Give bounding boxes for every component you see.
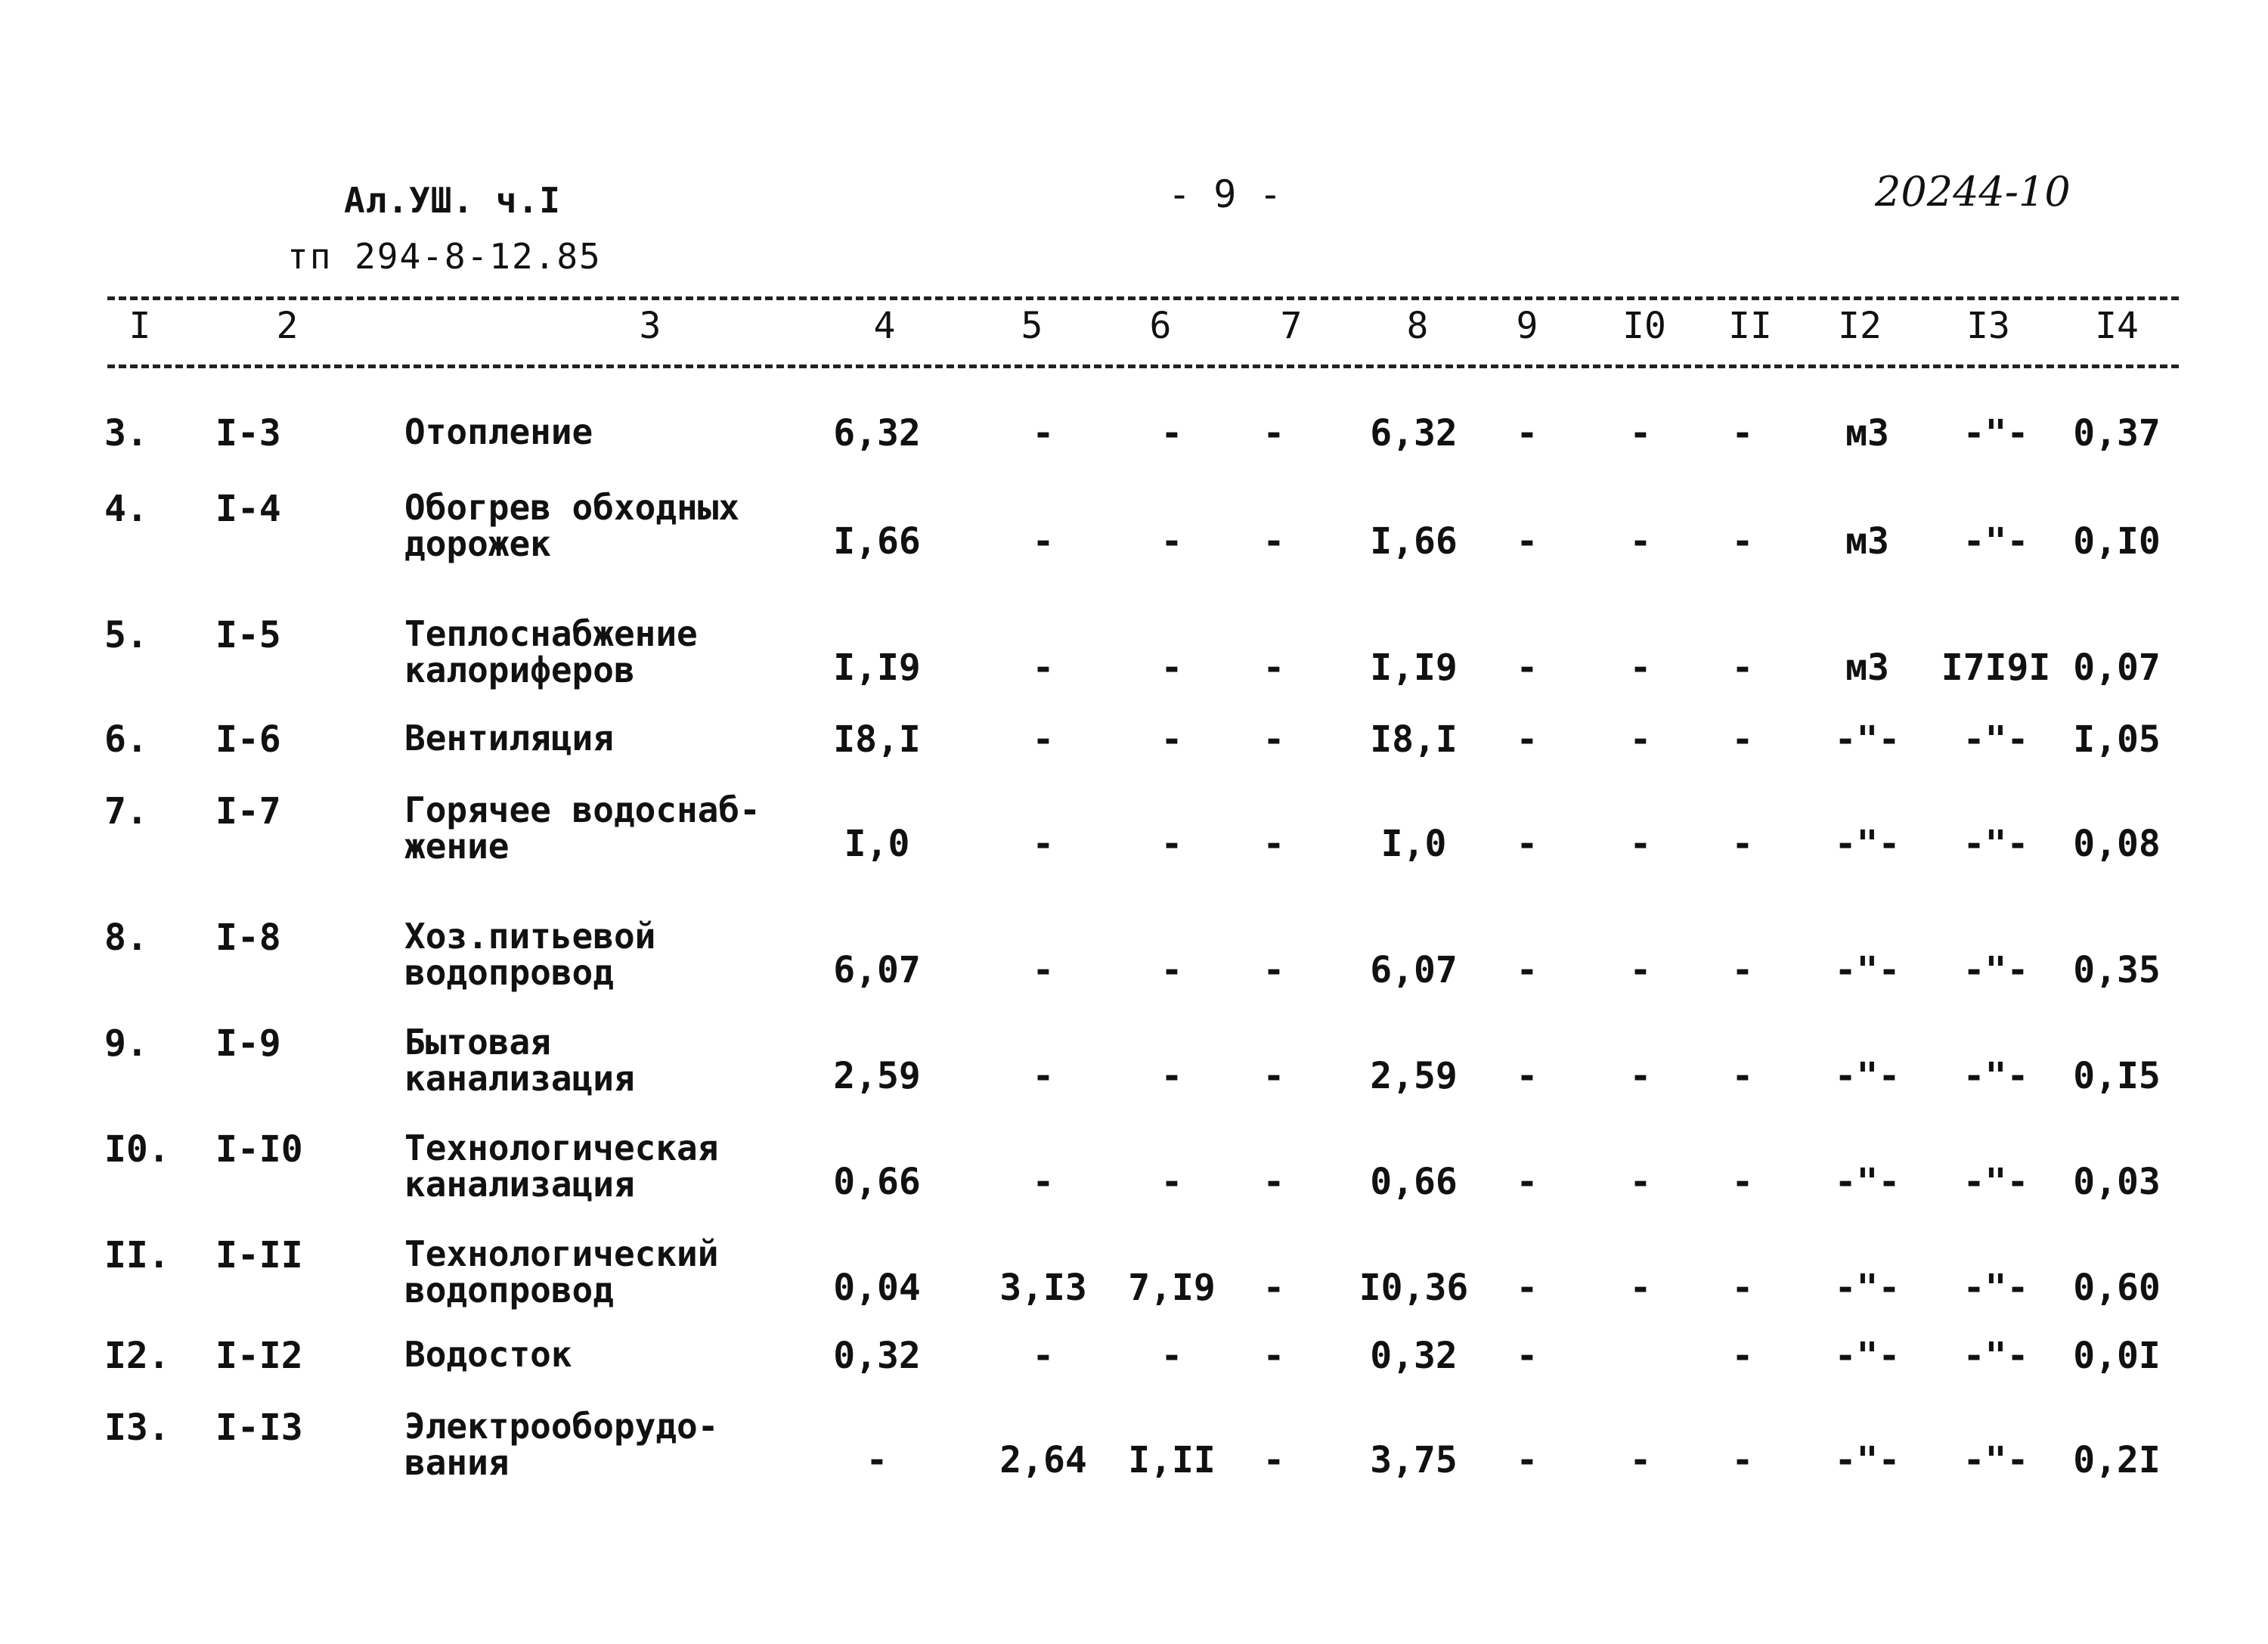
column-header: 6 — [1149, 305, 1172, 347]
row-value-c6: I,II — [1128, 1439, 1216, 1481]
row-value-c6: - — [1160, 412, 1183, 454]
row-value-c11: - — [1731, 1055, 1754, 1097]
row-value-c12: м3 — [1845, 647, 1889, 689]
row-value-c8: 3,75 — [1370, 1439, 1458, 1481]
row-number: 8. — [104, 917, 148, 959]
row-code: I-I0 — [215, 1128, 303, 1171]
column-header: 2 — [276, 305, 299, 347]
row-number: 3. — [104, 412, 148, 454]
row-value-c13: -"- — [1963, 1267, 2029, 1309]
row-value-c14: 0,03 — [2073, 1161, 2161, 1203]
row-value-c11: - — [1731, 647, 1754, 689]
row-code: I-3 — [215, 412, 281, 454]
row-value-c13: -"- — [1963, 718, 2029, 761]
row-value-c9: - — [1516, 949, 1538, 991]
row-value-c8: 0,66 — [1370, 1161, 1458, 1203]
row-value-c13: -"- — [1963, 823, 2029, 865]
row-value-c5: - — [1032, 1055, 1055, 1097]
row-value-c5: 2,64 — [999, 1439, 1087, 1481]
row-value-c13: -"- — [1963, 1439, 2029, 1481]
row-value-c7: - — [1263, 949, 1285, 991]
row-value-c11: - — [1731, 1161, 1754, 1203]
row-number: 7. — [104, 790, 148, 833]
row-value-c5: - — [1032, 949, 1055, 991]
row-value-c6: - — [1160, 823, 1183, 865]
column-header: I0 — [1622, 305, 1666, 347]
row-value-c14: I,05 — [2073, 718, 2161, 761]
table-header-rule — [107, 364, 2179, 368]
row-value-c5: - — [1032, 1335, 1055, 1377]
row-code: I-6 — [215, 718, 281, 761]
row-value-c7: - — [1263, 1439, 1285, 1481]
row-value-c6: - — [1160, 647, 1183, 689]
column-header: 9 — [1516, 305, 1538, 347]
row-code: I-II — [215, 1234, 303, 1276]
row-value-c10: - — [1629, 1439, 1652, 1481]
row-value-c10: - — [1629, 718, 1652, 761]
row-description: Электрооборудо- вания — [404, 1406, 719, 1483]
row-number: I3. — [104, 1407, 170, 1449]
row-value-c4: 6,32 — [833, 412, 921, 454]
row-value-c8: I,66 — [1370, 520, 1458, 563]
table-top-rule — [107, 296, 2179, 300]
row-value-c6: - — [1160, 718, 1183, 761]
row-value-c10: - — [1629, 823, 1652, 865]
row-value-c9: - — [1516, 1055, 1538, 1097]
row-value-c7: - — [1263, 1161, 1285, 1203]
project-number: тп 294-8-12.85 — [287, 236, 602, 277]
row-value-c9: - — [1516, 520, 1538, 563]
row-description: Теплоснабжение калориферов — [404, 613, 698, 690]
row-value-c4: 0,66 — [833, 1161, 921, 1203]
row-number: II. — [104, 1234, 170, 1276]
row-value-c11: - — [1731, 1439, 1754, 1481]
row-value-c8: I,I9 — [1370, 647, 1458, 689]
row-value-c6: - — [1160, 520, 1183, 563]
row-value-c4: I,0 — [844, 823, 910, 865]
row-value-c9: - — [1516, 412, 1538, 454]
column-header: I4 — [2095, 305, 2139, 347]
row-value-c7: - — [1263, 1055, 1285, 1097]
row-value-c9: - — [1516, 647, 1538, 689]
row-number: 9. — [104, 1022, 148, 1065]
row-value-c8: I,0 — [1380, 823, 1447, 865]
row-value-c9: - — [1516, 1267, 1538, 1309]
column-header: I2 — [1838, 305, 1882, 347]
column-header: 3 — [639, 305, 662, 347]
row-value-c6: - — [1160, 1055, 1183, 1097]
row-value-c13: I7I9I — [1941, 647, 2051, 689]
row-description: Горячее водоснаб- жение — [404, 789, 761, 867]
row-value-c12: м3 — [1845, 412, 1889, 454]
row-value-c9: - — [1516, 718, 1538, 761]
row-description: Обогрев обходных дорожек — [404, 487, 740, 564]
row-value-c13: -"- — [1963, 1161, 2029, 1203]
row-value-c13: -"- — [1963, 1335, 2029, 1377]
row-value-c9: - — [1516, 1335, 1538, 1377]
row-value-c12: -"- — [1834, 823, 1901, 865]
row-description: Хоз.питьевой водопровод — [404, 916, 656, 993]
row-value-c14: 0,35 — [2073, 949, 2161, 991]
row-value-c10: - — [1629, 1267, 1652, 1309]
row-number: 4. — [104, 488, 148, 530]
row-value-c12: -"- — [1834, 949, 1901, 991]
row-value-c8: 6,32 — [1370, 412, 1458, 454]
row-number: I2. — [104, 1335, 170, 1377]
row-value-c7: - — [1263, 718, 1285, 761]
row-value-c12: -"- — [1834, 1267, 1901, 1309]
row-value-c11: - — [1731, 823, 1754, 865]
row-value-c14: 0,60 — [2073, 1267, 2161, 1309]
row-value-c10: - — [1629, 520, 1652, 563]
row-value-c8: I0,36 — [1359, 1267, 1469, 1309]
column-header: 5 — [1021, 305, 1043, 347]
row-value-c11: - — [1731, 718, 1754, 761]
row-value-c8: I8,I — [1370, 718, 1458, 761]
row-description: Технологический водопровод — [404, 1233, 719, 1311]
row-value-c4: I,66 — [833, 520, 921, 563]
row-value-c5: 3,I3 — [999, 1267, 1087, 1309]
row-value-c9: - — [1516, 823, 1538, 865]
row-value-c4: - — [866, 1439, 888, 1481]
row-value-c14: 0,I5 — [2073, 1055, 2161, 1097]
row-value-c14: 0,37 — [2073, 412, 2161, 454]
row-value-c14: 0,07 — [2073, 647, 2161, 689]
row-value-c12: -"- — [1834, 1439, 1901, 1481]
row-value-c9: - — [1516, 1161, 1538, 1203]
row-value-c10: - — [1629, 1055, 1652, 1097]
row-value-c8: 0,32 — [1370, 1335, 1458, 1377]
row-description: Бытовая канализация — [404, 1022, 635, 1099]
album-reference: Ал.УШ. ч.I — [344, 180, 561, 221]
row-code: I-7 — [215, 790, 281, 833]
row-value-c5: - — [1032, 718, 1055, 761]
row-value-c7: - — [1263, 1335, 1285, 1377]
row-value-c10: - — [1629, 647, 1652, 689]
row-value-c14: 0,I0 — [2073, 520, 2161, 563]
row-value-c8: 2,59 — [1370, 1055, 1458, 1097]
row-value-c12: -"- — [1834, 1335, 1901, 1377]
row-value-c10: - — [1629, 949, 1652, 991]
row-value-c11: - — [1731, 1267, 1754, 1309]
row-description: Отопление — [404, 411, 593, 452]
row-value-c13: -"- — [1963, 520, 2029, 563]
row-value-c10: - — [1629, 1161, 1652, 1203]
row-value-c6: - — [1160, 1335, 1183, 1377]
row-value-c5: - — [1032, 823, 1055, 865]
row-value-c6: - — [1160, 949, 1183, 991]
row-code: I-4 — [215, 488, 281, 530]
row-value-c8: 6,07 — [1370, 949, 1458, 991]
row-code: I-9 — [215, 1022, 281, 1065]
row-value-c5: - — [1032, 1161, 1055, 1203]
row-value-c11: - — [1731, 949, 1754, 991]
row-code: I-5 — [215, 614, 281, 656]
row-number: 5. — [104, 614, 148, 656]
column-header: I3 — [1966, 305, 2010, 347]
row-value-c7: - — [1263, 823, 1285, 865]
row-value-c5: - — [1032, 647, 1055, 689]
row-value-c4: 0,04 — [833, 1267, 921, 1309]
column-header: 7 — [1280, 305, 1303, 347]
row-value-c4: 6,07 — [833, 949, 921, 991]
row-value-c9: - — [1516, 1439, 1538, 1481]
row-number: I0. — [104, 1128, 170, 1171]
row-value-c7: - — [1263, 412, 1285, 454]
row-value-c7: - — [1263, 647, 1285, 689]
row-description: Технологическая канализация — [404, 1128, 719, 1205]
row-description: Вентиляция — [404, 718, 614, 758]
row-value-c5: - — [1032, 520, 1055, 563]
row-code: I-8 — [215, 917, 281, 959]
row-value-c14: 0,0I — [2073, 1335, 2161, 1377]
page-number: - 9 - — [1168, 172, 1282, 216]
row-value-c12: м3 — [1845, 520, 1889, 563]
row-value-c12: -"- — [1834, 1055, 1901, 1097]
row-value-c14: 0,2I — [2073, 1439, 2161, 1481]
document-code: 20244-10 — [1875, 168, 2071, 216]
row-value-c6: - — [1160, 1161, 1183, 1203]
row-value-c12: -"- — [1834, 1161, 1901, 1203]
row-value-c10: - — [1629, 412, 1652, 454]
row-code: I-I2 — [215, 1335, 303, 1377]
row-value-c11: - — [1731, 1335, 1754, 1377]
row-number: 6. — [104, 718, 148, 761]
row-value-c7: - — [1263, 520, 1285, 563]
row-value-c12: -"- — [1834, 718, 1901, 761]
row-description: Водосток — [404, 1334, 572, 1375]
row-value-c14: 0,08 — [2073, 823, 2161, 865]
row-value-c13: -"- — [1963, 412, 2029, 454]
row-value-c13: -"- — [1963, 1055, 2029, 1097]
row-value-c11: - — [1731, 412, 1754, 454]
column-header: II — [1728, 305, 1772, 347]
column-header: I — [129, 305, 151, 347]
row-value-c7: - — [1263, 1267, 1285, 1309]
row-value-c4: 0,32 — [833, 1335, 921, 1377]
row-value-c5: - — [1032, 412, 1055, 454]
row-value-c4: I8,I — [833, 718, 921, 761]
row-value-c4: I,I9 — [833, 647, 921, 689]
row-value-c13: -"- — [1963, 949, 2029, 991]
column-header: 8 — [1406, 305, 1429, 347]
row-value-c11: - — [1731, 520, 1754, 563]
row-value-c6: 7,I9 — [1128, 1267, 1216, 1309]
row-code: I-I3 — [215, 1407, 303, 1449]
row-value-c4: 2,59 — [833, 1055, 921, 1097]
column-header: 4 — [873, 305, 896, 347]
